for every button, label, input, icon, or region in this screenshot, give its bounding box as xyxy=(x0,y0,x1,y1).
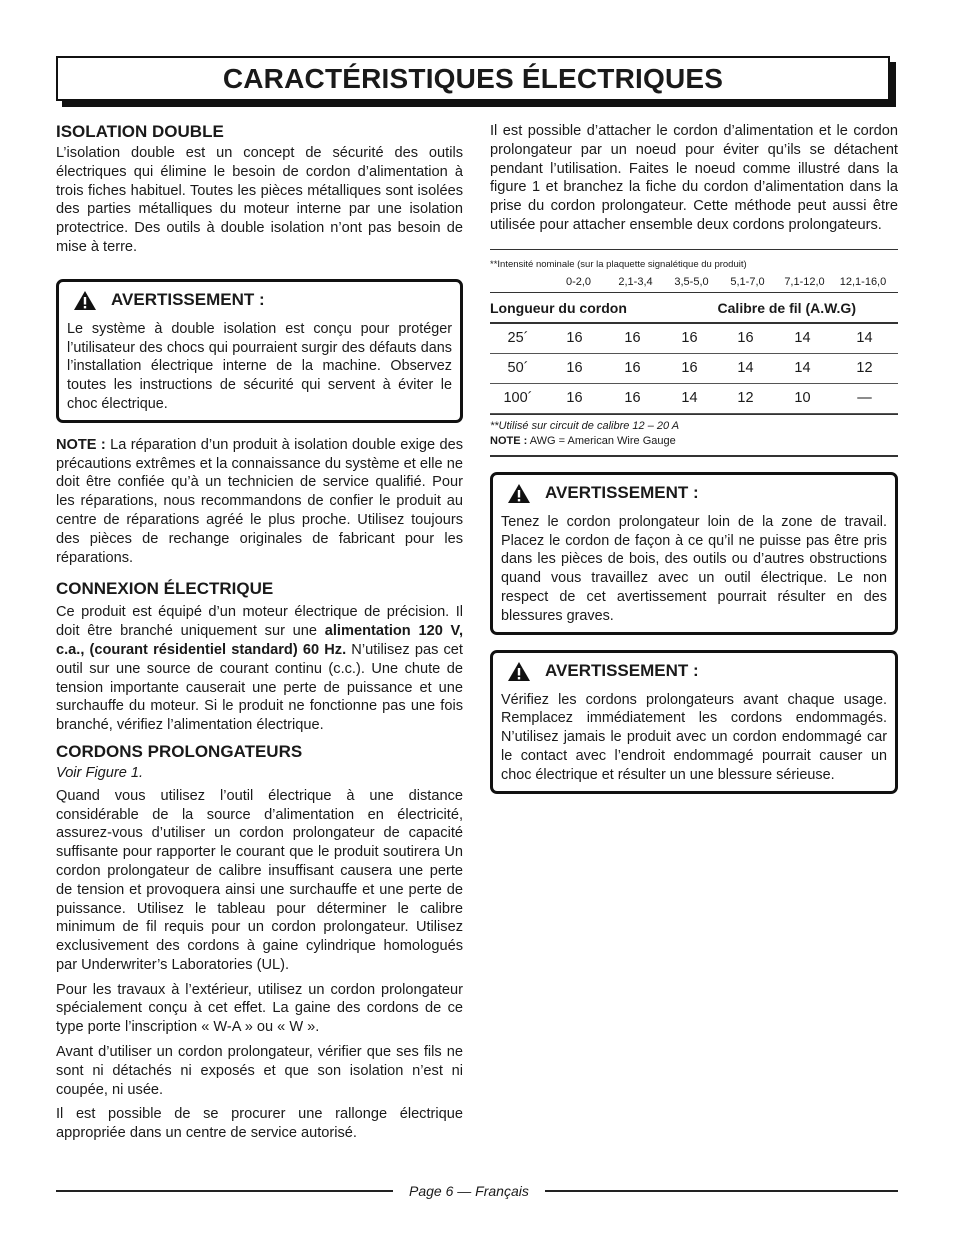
gauge-cell: 16 xyxy=(566,330,583,347)
gauge-cell: 16 xyxy=(624,330,641,347)
amp-range: 5,1-7,0 xyxy=(730,275,765,288)
page-title: CARACTÉRISTIQUES ÉLECTRIQUES xyxy=(222,62,724,94)
gauge-cell: 16 xyxy=(624,360,641,377)
figure-reference: Voir Figure 1. xyxy=(56,764,144,781)
gauge-cell: 16 xyxy=(681,330,698,347)
warning-triangle-icon xyxy=(507,483,531,504)
warning-box-isolation xyxy=(56,279,463,423)
awg-note xyxy=(490,434,898,449)
gauge-cell: 14 xyxy=(856,330,873,347)
warning-text: Le système à double isolation est conçu pour protéger l’utilisateur des chocs qui pourraient surgir des défauts dans l’installation électrique interne de la machine. Observez toutes les instructions de sécurité qui servent à éviter le choc électrique. xyxy=(67,320,452,412)
gauge-cell: 14 xyxy=(794,360,811,377)
table-header xyxy=(490,293,898,324)
awg-note-label: NOTE : xyxy=(490,434,528,447)
note-label: NOTE : xyxy=(56,436,106,453)
table-amperage-note: **Intensité nominale (sur la plaquette signalétique du produit) xyxy=(490,258,747,270)
amp-range: 0-2,0 xyxy=(565,275,592,288)
note-text: La réparation d’un produit à isolation double exige des précautions extrêmes et la connaissance du système et elle ne doit être confiée qu’à un technicien de service qualifié. Pour les réparations, nous recommandons de confier le produit au centre de réparations agréé le plus proche. Utilisez toujours des pièces de rechange originales de fabricant pour les réparations. xyxy=(56,436,463,566)
extension-cord-table xyxy=(490,249,898,457)
cord-length: 50´ xyxy=(507,360,529,377)
cordons-paragraph-1: Quand vous utilisez l’outil électrique à une distance considérable de la source d’alimentation en électricité, assurez-vous d’utiliser un cordon prolongateur de capacité suffisante pour rapporter le courant que le produit soutirera Un cordon prolongateur de calibre insuffisant causera une perte de tension et provoquera ainsi une surchauffe et une perte de puissance. Utilisez le tableau pour déterminer le calibre minimum de fil requis pour un cordon prolongateur. Utilisez exclusivement des cordons à gaine cylindrique homologués par Underwriter’s Laboratories (UL). xyxy=(56,787,463,973)
warning-box-inspect xyxy=(490,650,898,794)
page-footer xyxy=(56,1183,898,1199)
gauge-cell: 12 xyxy=(856,360,873,377)
column-length-header: Longueur du cordon xyxy=(490,299,627,316)
table-row xyxy=(490,324,898,354)
warning-label: AVERTISSEMENT : xyxy=(545,661,699,681)
cord-length: 25´ xyxy=(507,330,529,347)
table-row xyxy=(490,354,898,384)
gauge-cell: 16 xyxy=(566,360,583,377)
warning-box-workarea xyxy=(490,472,898,635)
warning-text: Vérifiez les cordons prolongateurs avant chaque usage. Remplacez immédiatement les cordons endommagés. N’utilisez jamais le produit avec un cordon endommagé car le contact avec l’endroit endommagé pourrait causer un choc électrique et résulter un une blessure sérieuse. xyxy=(501,691,887,783)
warning-text: Tenez le cordon prolongateur loin de la zone de travail. Placez le cordon de façon à ce qu’il ne puisse pas être pris dans les pièces de bois, des outils ou d’autres obstructions quand vous travaillez avec un outil électrique. Le non respect de cet avertissement pourrait résulter en des blessures graves. xyxy=(501,513,887,624)
isolation-heading: ISOLATION DOUBLE xyxy=(56,122,224,141)
connexion-heading: CONNEXION ÉLECTRIQUE xyxy=(56,579,274,599)
title-banner xyxy=(56,56,890,101)
gauge-cell: — xyxy=(857,390,872,407)
connexion-paragraph xyxy=(56,603,463,735)
warning-label: AVERTISSEMENT : xyxy=(111,290,265,310)
cordons-heading: CORDONS PROLONGATEURS xyxy=(56,741,303,761)
cordons-paragraph-3: Avant d’utiliser un cordon prolongateur, vérifier que ses fils ne sont ni détachés ni exposés et que son isolation n’est ni coupée, ni usée. xyxy=(56,1044,463,1098)
right-column xyxy=(490,122,898,794)
amp-range: 3,5-5,0 xyxy=(674,275,709,288)
warning-triangle-icon xyxy=(507,661,531,682)
gauge-cell: 12 xyxy=(737,390,754,407)
table-row xyxy=(490,384,898,414)
connexion-bold: alimentation 120 V, c.a., (courant résidentiel standard) 60 Hz. xyxy=(56,623,463,658)
gauge-cell: 16 xyxy=(681,360,698,377)
amp-range: 12,1-16,0 xyxy=(839,275,887,288)
cordons-paragraph-4: Il est possible de se procurer une rallonge électrique appropriée dans un centre de service autorisé. xyxy=(56,1106,463,1142)
table-amperage-row xyxy=(490,276,898,293)
knot-paragraph: Il est possible d’attacher le cordon d’alimentation et le cordon prolongateur par un noeud pour éviter qu’ils se détachent pendant l’utilisation. Faites le noeud comme illustré dans la figure 1 et branchez la fiche du cordon d’alimentation dans la prise du cordon prolongateur. Cette méthode peut aussi être utilisée pour attacher ensemble deux cordons prolongateurs. xyxy=(490,123,898,233)
amp-range: 2,1-3,4 xyxy=(618,275,653,288)
footer-page-label xyxy=(393,1183,545,1199)
connexion-text-1: Ce produit est équipé d’un moteur électrique de précision. Il doit être branché uniquement sur une xyxy=(56,604,463,640)
warning-label: AVERTISSEMENT : xyxy=(545,483,699,503)
gauge-cell: 10 xyxy=(794,390,811,407)
left-column xyxy=(56,122,463,1143)
table-footnote: **Utilisé sur circuit de calibre 12 – 20 A xyxy=(490,419,680,432)
footer-rule xyxy=(545,1190,898,1192)
cordons-paragraph-2: Pour les travaux à l’extérieur, utilisez un cordon prolongateur spécialement conçu à cet effet. La gaine des cordons de ce type porte l’inscription « W-A » ou « W ». xyxy=(56,981,463,1036)
cord-length: 100´ xyxy=(503,390,533,407)
awg-note-text: AWG = American Wire Gauge xyxy=(527,434,676,447)
gauge-cell: 16 xyxy=(737,330,754,347)
warning-triangle-icon xyxy=(73,290,97,311)
page-language: — Français xyxy=(457,1183,529,1199)
gauge-cell: 14 xyxy=(737,360,754,377)
gauge-cell: 14 xyxy=(681,390,698,407)
note-paragraph xyxy=(56,436,463,568)
gauge-cell: 16 xyxy=(566,390,583,407)
connexion-text-2: N’utilisez pas cet outil sur une source de courant continu (c.c.). Une chute de tension importante causerait une perte de puissance et une surchauffe du moteur. Si le produit ne fonctionne pas une fois branché, vérifiez l’alimentation électrique. xyxy=(56,641,463,734)
column-gauge-header: Calibre de fil (A.W.G) xyxy=(717,299,856,316)
page-number: Page 6 xyxy=(409,1183,454,1199)
isolation-paragraph: L’isolation double est un concept de sécurité des outils électriques qui élimine le besoin de cordon d’alimentation à trois fiches habituel. Toutes les pièces métalliques sont isolées des parties métalliques du moteur interne par une isolation protectrice. Des outils à double isolation n’ont pas besoin de mise à terre. xyxy=(56,145,463,255)
amp-range: 7,1-12,0 xyxy=(784,275,825,288)
table-footer xyxy=(490,414,898,455)
footer-rule xyxy=(56,1190,393,1192)
gauge-cell: 16 xyxy=(624,390,641,407)
gauge-cell: 14 xyxy=(794,330,811,347)
